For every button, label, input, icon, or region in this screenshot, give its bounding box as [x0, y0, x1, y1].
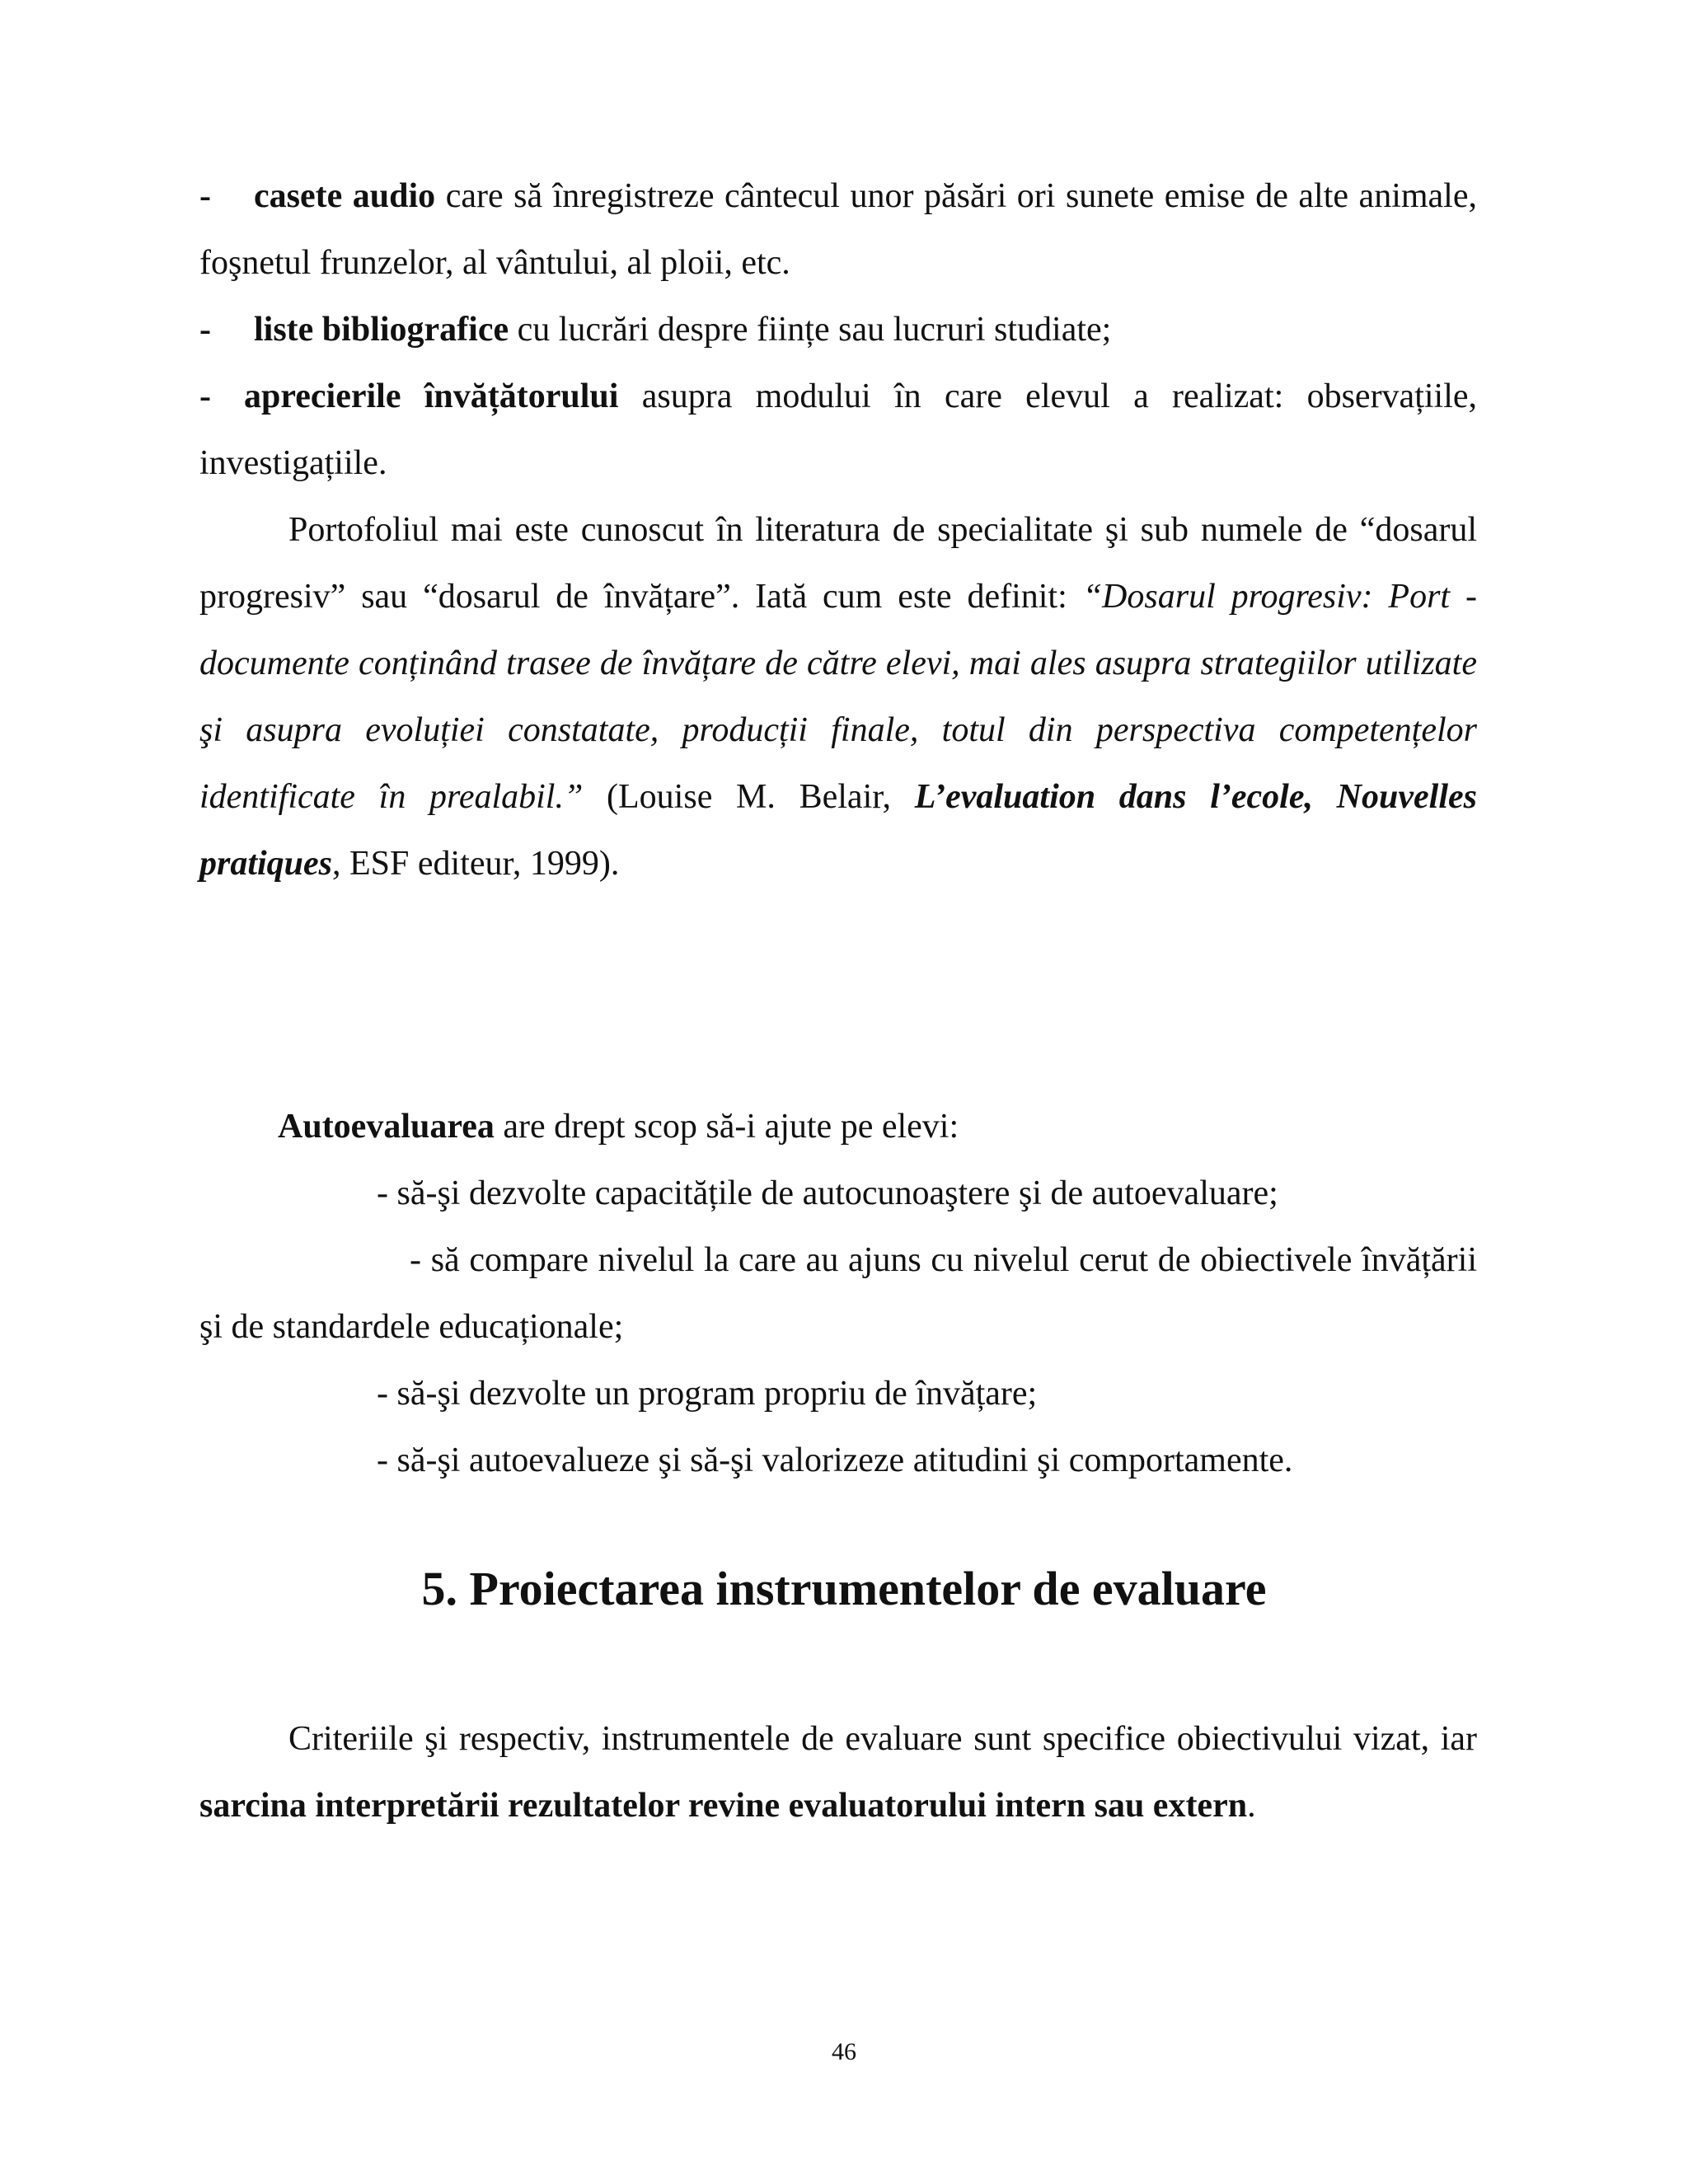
top-text-block: [199, 163, 1477, 898]
autoevaluare-item: - să-şi dezvolte capacitățile de autocunoaştere şi de autoevaluare;: [377, 1174, 1278, 1212]
autoevaluare-intro: [199, 1094, 1477, 1160]
bullet-bold-term: liste bibliografice: [254, 311, 509, 349]
portofoliu-quote: “Dosarul progresiv: Port - documente conținând trasee de învățare de către elevi, mai ales asupra strategiilor utilizate şi asupra evoluției constatate, producții finale, totul din perspectiva competențelor identificate în prealabil.”: [199, 578, 1477, 816]
bullet-casete-audio: [199, 163, 1477, 297]
bullet-bold-term: casete audio: [254, 177, 436, 215]
autoevaluare-item: - să-şi autoevalueze şi să-şi valorizeze atitudini şi comportamente.: [377, 1441, 1293, 1479]
section5-bold: sarcina interpretării rezultatelor revine evaluatorului intern sau extern: [199, 1787, 1248, 1825]
bullet-text: asupra modului în care elevul a realizat: observațiile, investigațiile.: [199, 377, 1478, 482]
page-number: 46: [832, 2038, 856, 2065]
bullet-bold-term: aprecierile învățătorului: [244, 377, 619, 415]
autoevaluare-block: [199, 1094, 1477, 1494]
portofoliu-intro: Portofoliul mai este cunoscut în literatura de specialitate şi sub numele de “dosarul progresiv” sau “dosarul de învățare”. Iată cum este definit:: [199, 511, 1477, 616]
section5-paragraph: [199, 1706, 1477, 1840]
bullet-liste-bibliografice: [199, 297, 1477, 363]
bullet-dash: -: [199, 311, 211, 349]
bullet-dash: -: [199, 177, 211, 215]
section5-end: .: [1247, 1787, 1256, 1825]
autoevaluare-item: - să compare nivelul la care au ajuns cu nivelul cerut de obiectivele învățării şi de standardele educaționale;: [199, 1241, 1477, 1346]
section5-intro: Criteriile şi respectiv, instrumentele de evaluare sunt specifice obiectivului vizat, iar: [288, 1720, 1477, 1758]
bullet-aprecierile: [199, 363, 1477, 497]
autoevaluare-term: Autoevaluarea: [278, 1108, 495, 1146]
bullet-dash: -: [199, 377, 211, 415]
portofoliu-author: (Louise M. Belair,: [583, 778, 915, 816]
section-heading: 5. Proiectarea instrumentelor de evaluare: [421, 1562, 1267, 1615]
autoevaluare-item: - să-şi dezvolte un program propriu de învățare;: [377, 1375, 1038, 1413]
autoevaluare-text: are drept scop să-i ajute pe elevi:: [494, 1108, 959, 1146]
paragraph-portofoliu: [199, 497, 1477, 898]
bullet-text: cu lucrări despre ființe sau lucruri studiate;: [509, 311, 1112, 349]
portofoliu-book-title: L’evaluation dans l’ecole, Nouvelles pratiques: [199, 778, 1477, 883]
section5-block: [199, 1706, 1477, 1840]
portofoliu-publisher: , ESF editeur, 1999).: [332, 845, 620, 883]
bullet-text: care să înregistreze cântecul unor păsări ori sunete emise de alte animale, foşnetul frunzelor, al vântului, al ploii, etc.: [199, 177, 1477, 282]
